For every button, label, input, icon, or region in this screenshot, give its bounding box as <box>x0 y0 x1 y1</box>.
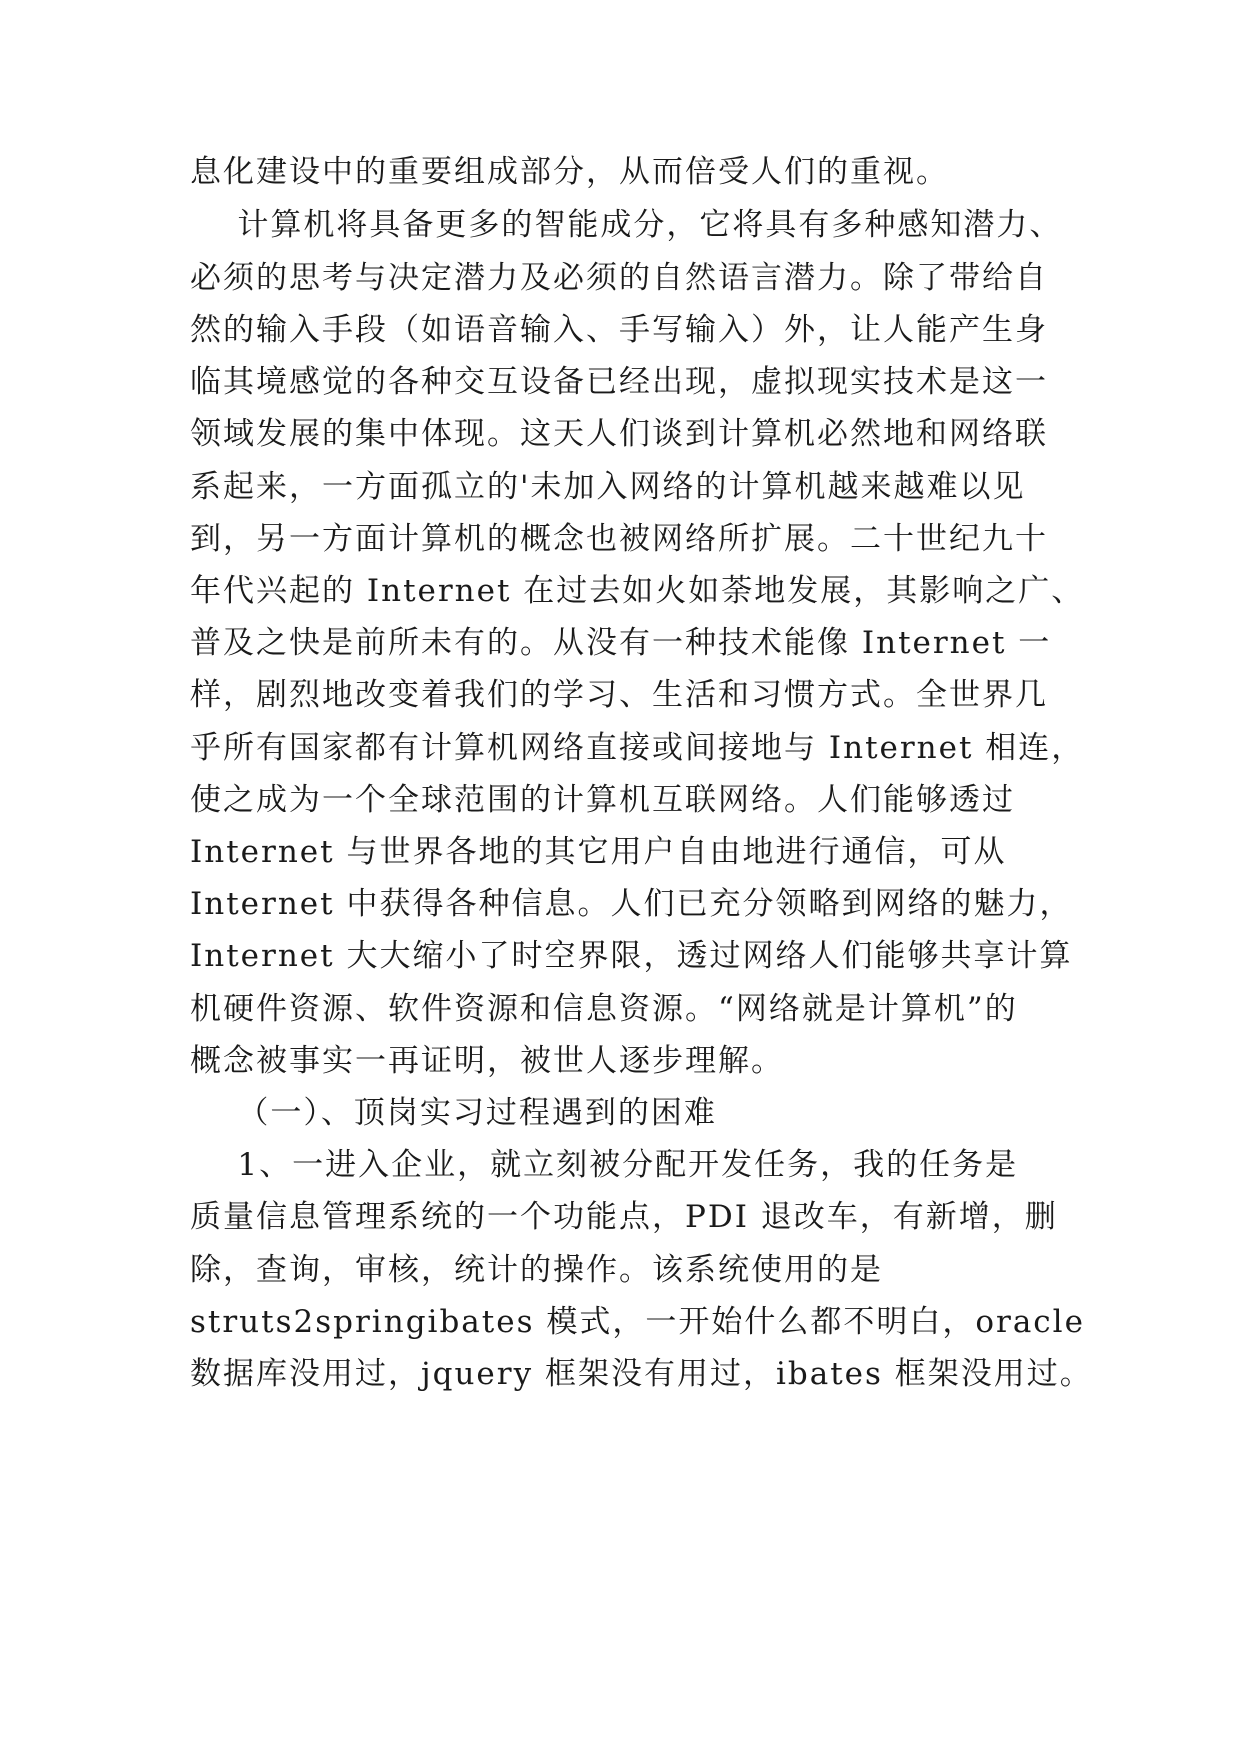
text-line: 样，剧烈地改变着我们的学习、生活和习惯方式。全世界几 <box>190 677 1048 713</box>
text-line: 领域发展的集中体现。这天人们谈到计算机必然地和网络联 <box>190 416 1048 452</box>
text-line: Internet 与世界各地的其它用户自由地进行通信，可从 <box>190 834 1007 870</box>
text-line: struts2springibates 模式，一开始什么都不明白，oracle <box>190 1304 1085 1340</box>
text-line: 使之成为一个全球范围的计算机互联网络。人们能够透过 <box>190 782 1015 818</box>
text-line: 质量信息管理系统的一个功能点，PDI 退改车，有新增，删 <box>190 1199 1058 1235</box>
text-line: 计算机将具备更多的智能成分，它将具有多种感知潜力、 <box>190 207 1063 243</box>
text-line: 系起来，一方面孤立的'未加入网络的计算机越来越难以见 <box>190 469 1026 505</box>
text-line: 数据库没用过，jquery 框架没有用过，ibates 框架没用过。 <box>190 1356 1093 1392</box>
text-line: 到，另一方面计算机的概念也被网络所扩展。二十世纪九十 <box>190 521 1048 557</box>
section-heading: （一）、顶岗实习过程遇到的困难 <box>190 1095 717 1131</box>
text-line: 概念被事实一再证明，被世人逐步理解。 <box>190 1043 784 1079</box>
text-line: Internet 大大缩小了时空界限，透过网络人们能够共享计算 <box>190 938 1073 974</box>
text-line: Internet 中获得各种信息。人们已充分领略到网络的魅力， <box>190 886 1073 922</box>
text-line: 乎所有国家都有计算机网络直接或间接地与 Internet 相连， <box>190 730 1085 766</box>
text-line: 必须的思考与决定潜力及必须的自然语言潜力。除了带给自 <box>190 260 1048 296</box>
text-line: 年代兴起的 Internet 在过去如火如荼地发展，其影响之广、 <box>190 573 1085 609</box>
text-line: 机硬件资源、软件资源和信息资源。“网络就是计算机”的 <box>190 991 1018 1027</box>
text-line: 息化建设中的重要组成部分，从而倍受人们的重视。 <box>190 154 949 190</box>
text-line: 临其境感觉的各种交互设备已经出现，虚拟现实技术是这一 <box>190 364 1048 400</box>
text-line: 然的输入手段（如语音输入、手写输入）外，让人能产生身 <box>190 312 1048 348</box>
text-line: 除，查询，审核，统计的操作。该系统使用的是 <box>190 1252 883 1288</box>
text-line: 普及之快是前所未有的。从没有一种技术能像 Internet 一 <box>190 625 1052 661</box>
text-line: 1、一进入企业，就立刻被分配开发任务，我的任务是 <box>190 1147 1019 1183</box>
